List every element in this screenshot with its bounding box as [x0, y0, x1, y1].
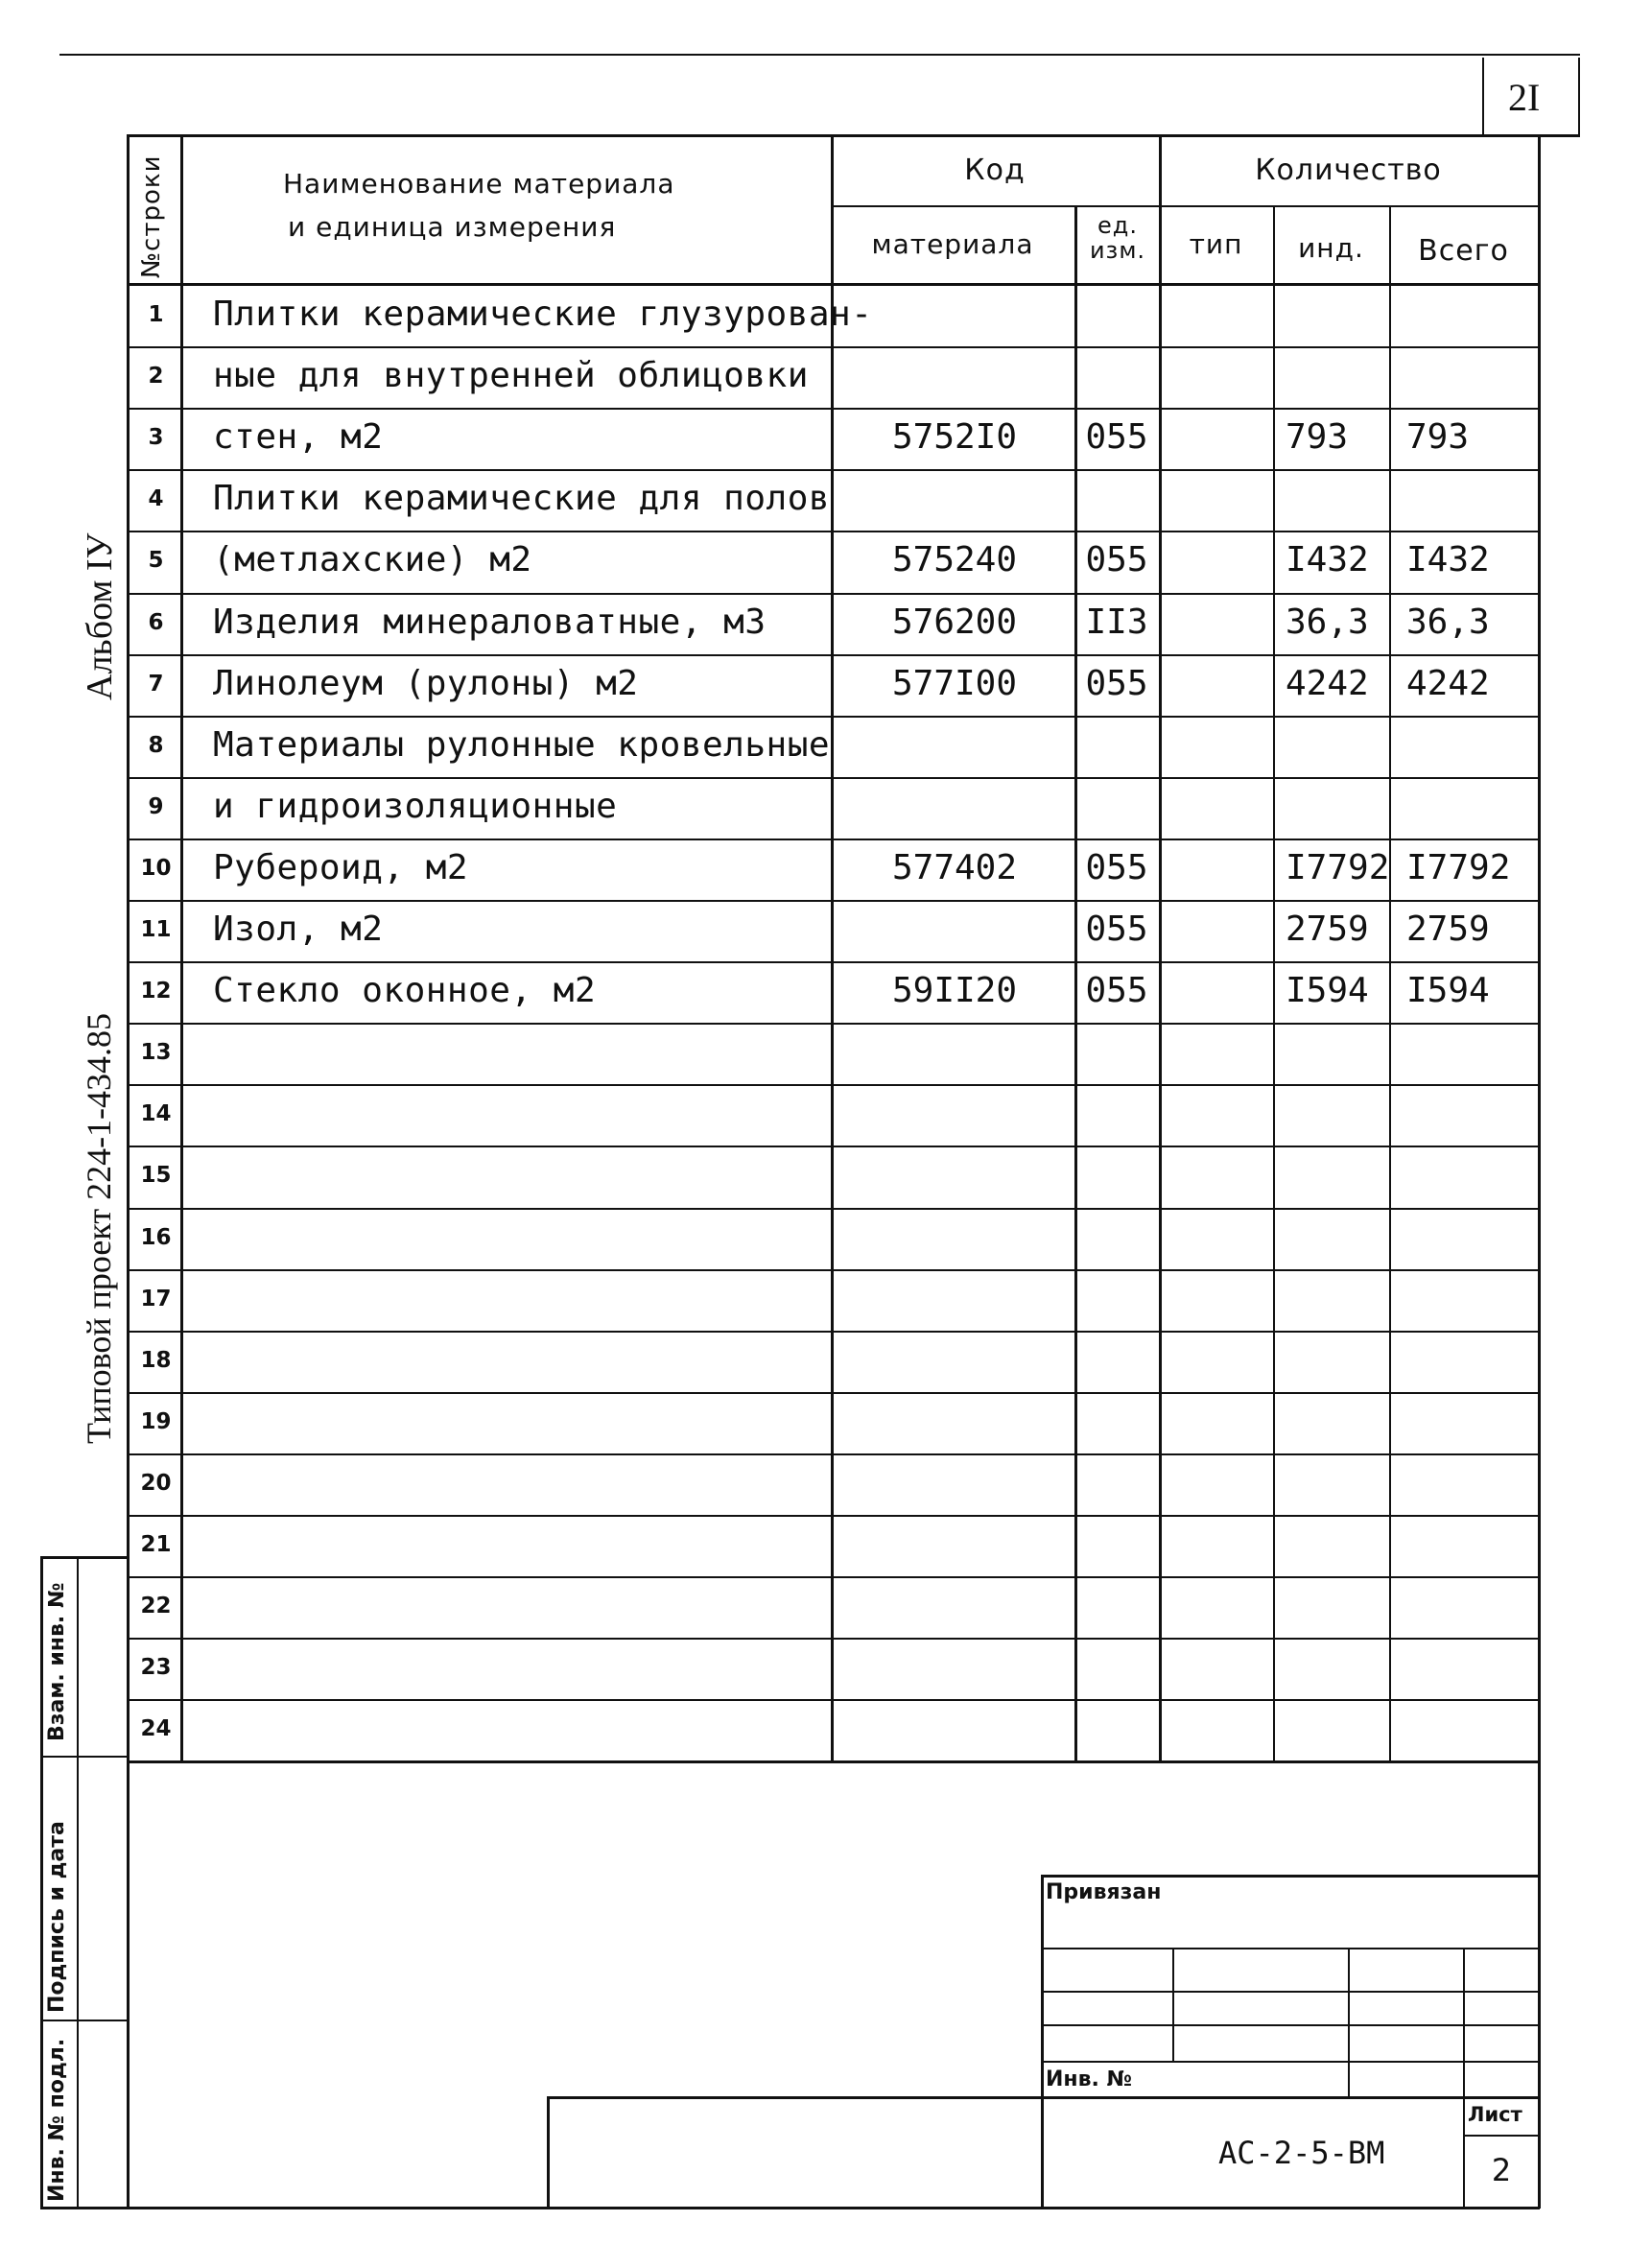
header-qty-type: тип — [1189, 228, 1243, 260]
tb-row3 — [1041, 2024, 1540, 2026]
unit-code: 055 — [1085, 848, 1148, 887]
qty-ind: 4242 — [1286, 664, 1369, 703]
row-number: 15 — [140, 1163, 172, 1188]
unit-code: 055 — [1085, 417, 1148, 457]
row-number: 5 — [148, 548, 164, 573]
qty-total: I7792 — [1406, 848, 1511, 887]
header-code-unit: ед. изм. — [1089, 212, 1146, 264]
row-rule — [127, 839, 1540, 840]
row-number: 22 — [140, 1594, 172, 1618]
sheet-value: 2 — [1491, 2152, 1512, 2188]
row-number: 21 — [140, 1532, 172, 1557]
inv-no-label: Инв. № — [1046, 2067, 1133, 2091]
header-qty-total: Всего — [1418, 234, 1509, 268]
tb-main-left — [547, 2096, 550, 2209]
tb-main-top — [547, 2096, 1540, 2099]
row-number: 14 — [140, 1101, 172, 1126]
signature-date-label: Подпись и дата — [45, 1821, 69, 2013]
qty-ind: I594 — [1286, 971, 1369, 1010]
row-rule — [127, 1084, 1540, 1086]
row-rule — [127, 1576, 1540, 1578]
sheet-label: Лист — [1468, 2103, 1522, 2126]
tb-row2 — [1041, 1991, 1540, 1993]
qty-ind: 36,3 — [1286, 602, 1369, 642]
row-number: 20 — [140, 1471, 172, 1496]
header-mid-rule — [831, 205, 1540, 207]
side-stamp-top — [40, 1556, 129, 1559]
sheet-number-box-right — [1578, 58, 1580, 136]
row-rule — [127, 1453, 1540, 1455]
row-rule — [127, 408, 1540, 410]
tb-sheet-div — [1463, 2135, 1540, 2137]
header-qty-group: Количество — [1255, 154, 1442, 187]
row-rule — [127, 777, 1540, 779]
qty-total: 2759 — [1406, 910, 1490, 949]
unit-code: 055 — [1085, 540, 1148, 579]
qty-ind: I432 — [1286, 540, 1369, 579]
row-number: 19 — [140, 1409, 172, 1434]
material-code: 5752I0 — [891, 417, 1018, 457]
material-name: Плитки керамические глузурован- — [213, 295, 873, 334]
row-number: 16 — [140, 1225, 172, 1250]
row-number: 18 — [140, 1348, 172, 1373]
side-stamp-left — [40, 1556, 43, 2209]
row-number: 9 — [148, 794, 164, 819]
qty-total: 793 — [1406, 417, 1470, 457]
row-number: 13 — [140, 1040, 172, 1065]
side-stamp-mid — [77, 1556, 79, 2209]
qty-ind: 793 — [1286, 417, 1349, 457]
col-rule-unit — [1159, 134, 1162, 1762]
row-number: 1 — [148, 302, 164, 327]
row-rule — [127, 469, 1540, 471]
material-code: 576200 — [891, 602, 1018, 642]
material-code: 577402 — [891, 848, 1018, 887]
qty-total: 36,3 — [1406, 602, 1490, 642]
material-code: 577I00 — [891, 664, 1018, 703]
sheet-number-box-left — [1482, 58, 1484, 136]
tb-row4 — [1041, 2061, 1540, 2063]
sheet-number: 2I — [1508, 76, 1541, 119]
row-rule — [127, 1269, 1540, 1271]
qty-total: I432 — [1406, 540, 1490, 579]
row-rule — [127, 716, 1540, 718]
unit-code: II3 — [1085, 602, 1148, 642]
unit-code: 055 — [1085, 971, 1148, 1010]
row-number: 7 — [148, 672, 164, 697]
side-stamp-bottom — [40, 2207, 129, 2209]
unit-code: 055 — [1085, 664, 1148, 703]
row-rule — [127, 1392, 1540, 1394]
row-rule — [127, 593, 1540, 595]
col-rule-ind — [1389, 205, 1391, 1762]
unit-code: 055 — [1085, 910, 1148, 949]
qty-ind: I7792 — [1286, 848, 1390, 887]
replaced-inv-label: Взам. инв. № — [45, 1582, 69, 1741]
row-rule — [127, 1699, 1540, 1701]
row-rule — [127, 1638, 1540, 1640]
tb-col1 — [1172, 1948, 1174, 2061]
material-name: Плитки керамические для полов — [213, 479, 831, 518]
side-stamp-div2 — [40, 2020, 129, 2021]
col-rule-name — [831, 134, 834, 1762]
row-number: 17 — [140, 1287, 172, 1311]
header-row-no: №строки — [137, 154, 166, 278]
qty-ind: 2759 — [1286, 910, 1369, 949]
frame-top — [127, 134, 1580, 137]
qty-total: 4242 — [1406, 664, 1490, 703]
row-rule — [127, 1023, 1540, 1025]
row-number: 11 — [140, 917, 172, 942]
material-name: Рубероид, м2 — [213, 848, 469, 887]
row-number: 10 — [140, 856, 172, 881]
row-rule — [127, 900, 1540, 902]
material-name: и гидроизоляционные — [213, 787, 618, 826]
material-name: стен, м2 — [213, 417, 384, 457]
row-rule — [127, 1208, 1540, 1210]
row-number: 4 — [148, 486, 164, 511]
row-number: 3 — [148, 425, 164, 450]
material-name: Материалы рулонные кровельные — [213, 725, 831, 765]
col-rule-total — [1538, 205, 1541, 1762]
row-rule — [127, 1331, 1540, 1333]
qty-total: I594 — [1406, 971, 1490, 1010]
table-bottom-rule — [127, 1760, 1540, 1763]
tb-row1 — [1041, 1948, 1540, 1949]
row-rule — [127, 961, 1540, 963]
row-number: 6 — [148, 610, 164, 635]
material-name: Изол, м2 — [213, 910, 384, 949]
header-name-line2: и единица измерения — [288, 211, 617, 243]
material-name: ные для внутренней облицовки — [213, 356, 809, 395]
material-name: Изделия минераловатные, м3 — [213, 602, 767, 642]
material-name: Линолеум (рулоны) м2 — [213, 664, 639, 703]
row-number: 2 — [148, 364, 164, 389]
header-name-line1: Наименование материала — [283, 168, 675, 200]
frame-bottom — [127, 2207, 1540, 2209]
row-number: 8 — [148, 733, 164, 758]
row-rule — [127, 346, 1540, 348]
doc-code: АС-2-5-ВМ — [1218, 2135, 1385, 2171]
header-code-material: материала — [871, 228, 1034, 260]
row-rule — [127, 531, 1540, 532]
album-label: Альбом IУ — [80, 532, 120, 700]
tb-left — [1041, 1875, 1044, 2209]
material-code: 59II20 — [891, 971, 1018, 1010]
material-name: (метлахские) м2 — [213, 540, 532, 579]
side-stamp-div1 — [40, 1756, 129, 1758]
header-code-group: Код — [964, 154, 1026, 187]
tb-col2 — [1348, 1948, 1350, 2096]
project-label: Типовой проект 224-1-434.85 — [80, 1012, 118, 1444]
row-number: 24 — [140, 1716, 172, 1741]
material-code: 575240 — [891, 540, 1018, 579]
row-rule — [127, 1146, 1540, 1147]
col-rule-type — [1273, 205, 1275, 1762]
attached-label: Привязан — [1046, 1880, 1162, 1904]
header-qty-ind: инд. — [1298, 232, 1364, 264]
row-rule — [127, 654, 1540, 656]
top-rule — [59, 54, 1580, 56]
inv-original-label: Инв. № подл. — [45, 2038, 69, 2202]
row-number: 23 — [140, 1655, 172, 1680]
material-name: Стекло оконное, м2 — [213, 971, 597, 1010]
row-number: 12 — [140, 979, 172, 1004]
tb-top — [1041, 1875, 1540, 1878]
row-rule — [127, 1515, 1540, 1517]
